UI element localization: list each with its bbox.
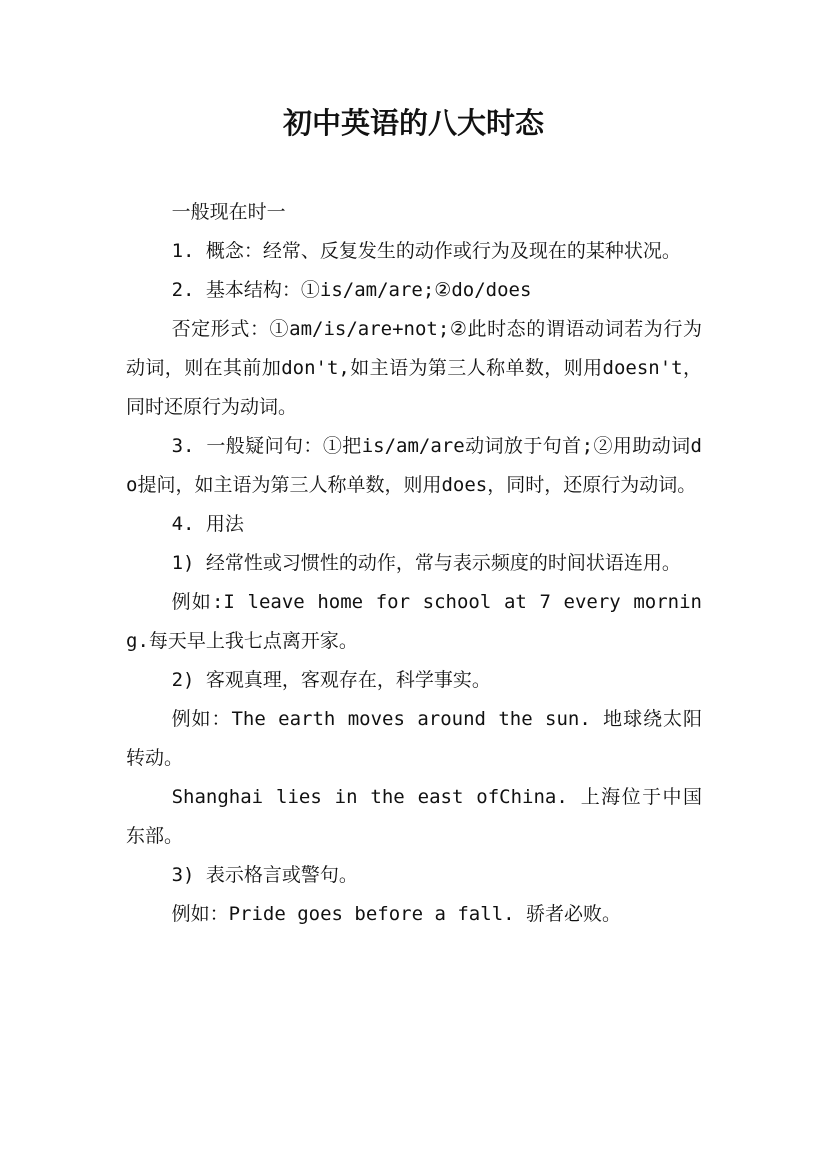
paragraph-example-1: 例如:I leave home for school at 7 every morning.每天早上我七点离开家。 [126, 591, 702, 652]
paragraph-structure: 2. 基本结构：①is/am/are;②do/does [171, 279, 532, 301]
paragraph-example-3: Shanghai lies in the east ofChina. 上海位于中国东部。 [126, 786, 702, 847]
paragraph-usage-heading: 4. 用法 [171, 513, 244, 535]
document-title: 初中英语的八大时态 [282, 106, 544, 140]
paragraph-usage-2: 2) 客观真理，客观存在，科学事实。 [171, 669, 491, 691]
paragraph-example-2: 例如：The earth moves around the sun. 地球绕太阳转动。 [126, 708, 702, 769]
paragraph-concept: 1. 概念：经常、反复发生的动作或行为及现在的某种状况。 [171, 240, 681, 262]
paragraph-question-form: 3. 一般疑问句：①把is/am/are动词放于句首;②用助动词do提问，如主语为第三人称单数，则用does，同时，还原行为动词。 [126, 435, 702, 496]
section-heading: 一般现在时一 [171, 201, 286, 223]
paragraph-example-4: 例如：Pride goes before a fall. 骄者必败。 [171, 903, 622, 925]
paragraph-negative-form: 否定形式：①am/is/are+not;②此时态的谓语动词若为行为动词，则在其前加don't,如主语为第三人称单数，则用doesn't，同时还原行为动词。 [126, 318, 702, 418]
document-body [126, 193, 702, 934]
paragraph-usage-1: 1) 经常性或习惯性的动作，常与表示频度的时间状语连用。 [171, 552, 681, 574]
paragraph-usage-3: 3) 表示格言或警句。 [171, 864, 358, 886]
